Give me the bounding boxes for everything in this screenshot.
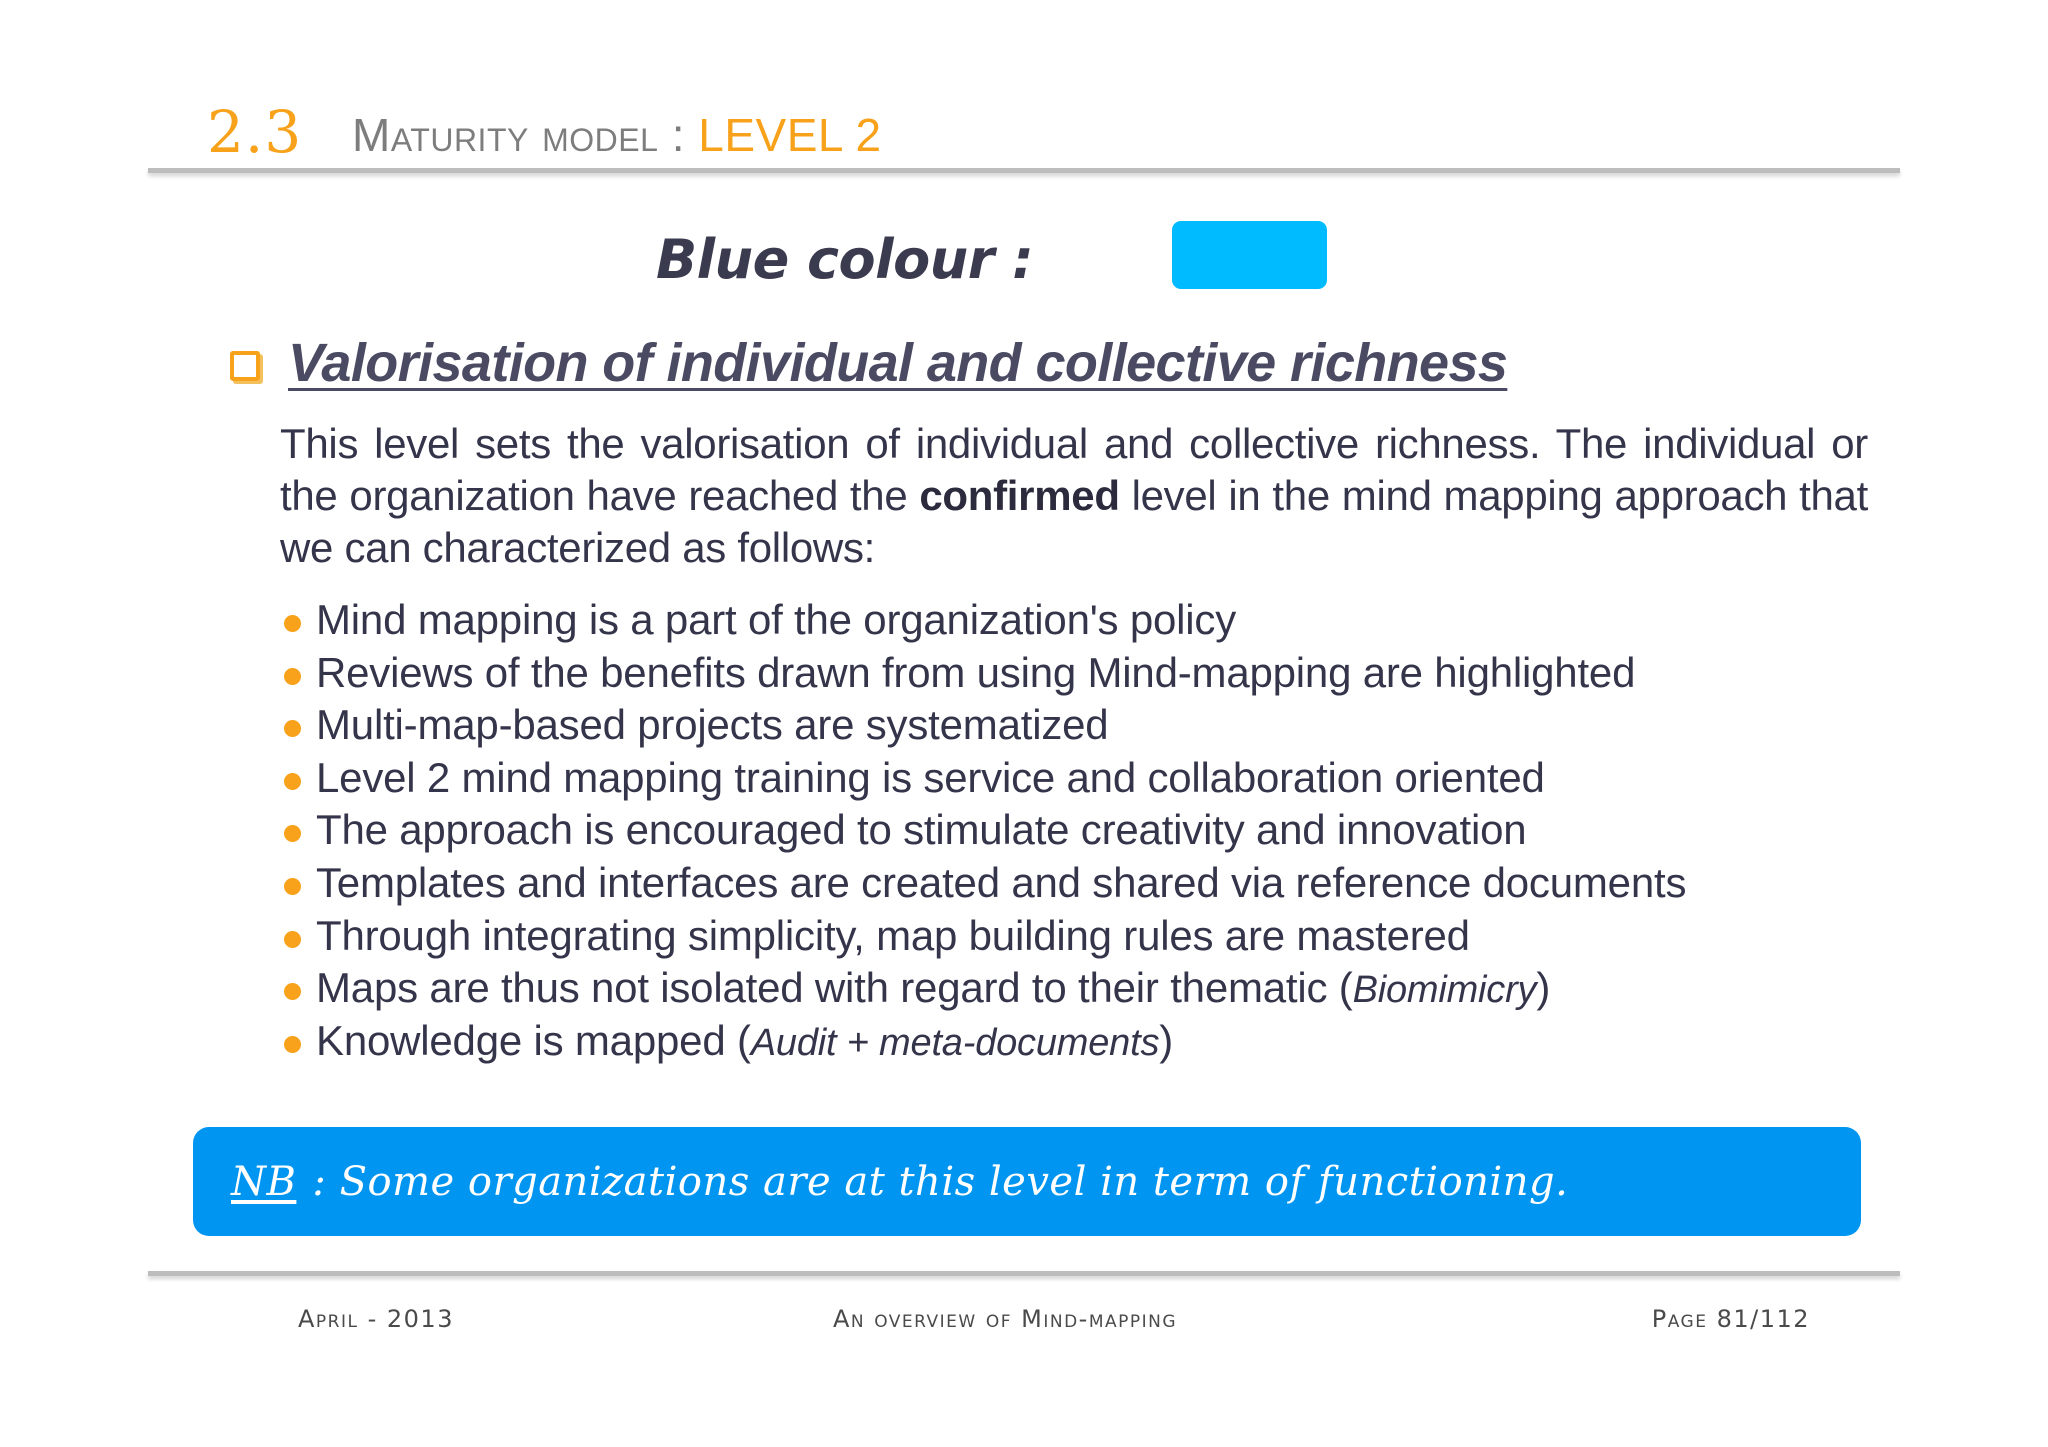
list-item [284, 804, 1904, 857]
nb-tag: NB [231, 1158, 297, 1205]
list-item-text: Level 2 mind mapping training is service and collaboration oriented [316, 753, 1545, 801]
section-title-text: Maturity model : [352, 109, 685, 161]
footer-date: April - 2013 [298, 1305, 454, 1333]
checkbox-icon [230, 351, 260, 381]
intro-text-after: level in the mind mapping approach that we can characterized as follows: [280, 472, 1868, 571]
section-title [352, 108, 882, 162]
list-item-text: Knowledge is mapped ( [316, 1016, 751, 1064]
bullet-dot-icon [284, 1036, 301, 1053]
header-divider [148, 168, 1900, 173]
bullet-dot-icon [284, 983, 301, 1000]
nb-note-box [193, 1127, 1861, 1236]
list-item-text: Reviews of the benefits drawn from using Mind-mapping are highlighted [316, 648, 1636, 696]
intro-bold-word: confirmed [919, 472, 1120, 519]
list-item [284, 962, 1904, 1015]
section-heading: Valorisation of individual and collective richness [288, 333, 1508, 393]
section-number: 2.3 [207, 98, 303, 166]
bullet-dot-icon [284, 825, 301, 842]
list-item-text: Through integrating simplicity, map building rules are mastered [316, 911, 1470, 959]
footer-title: An overview of Mind-mapping [832, 1305, 1178, 1333]
nb-text: : Some organizations are at this level in term of functioning. [312, 1158, 1569, 1205]
footer-divider [148, 1271, 1900, 1276]
bullet-dot-icon [284, 773, 301, 790]
list-item-italic: Biomimicry [1352, 969, 1537, 1012]
list-item [284, 594, 1904, 647]
list-item [284, 752, 1904, 805]
list-item [284, 1015, 1904, 1068]
blue-colour-swatch [1172, 221, 1327, 289]
list-item-suffix: ) [1159, 1016, 1174, 1064]
list-item-suffix: ) [1536, 964, 1551, 1012]
section-level: LEVEL 2 [698, 109, 882, 161]
bullet-dot-icon [284, 615, 301, 632]
list-item-text: Multi-map-based projects are systematized [316, 701, 1109, 749]
list-item-text: Mind mapping is a part of the organization's policy [316, 596, 1236, 643]
list-item [284, 699, 1904, 752]
bullet-dot-icon [284, 931, 301, 948]
list-item-text: Templates and interfaces are created and shared via reference documents [316, 858, 1687, 906]
intro-text-before: This level sets the valorisation of individual and collective richness. The individual or the organization have reached the [280, 420, 1868, 519]
list-item-text: Maps are thus not isolated with regard to their thematic ( [316, 964, 1353, 1012]
list-item [284, 647, 1904, 700]
list-item [284, 857, 1904, 910]
characteristics-list [284, 594, 1904, 1067]
bullet-dot-icon [284, 668, 301, 685]
bullet-dot-icon [284, 878, 301, 895]
colour-label: Blue colour : [656, 228, 1034, 291]
list-item-italic: Audit + meta-documents [750, 1021, 1160, 1064]
footer-page-number: Page 81/112 [1651, 1305, 1810, 1333]
list-item [284, 910, 1904, 963]
list-item-text: The approach is encouraged to stimulate creativity and innovation [316, 806, 1527, 854]
intro-paragraph [280, 418, 1868, 574]
bullet-dot-icon [284, 720, 301, 737]
